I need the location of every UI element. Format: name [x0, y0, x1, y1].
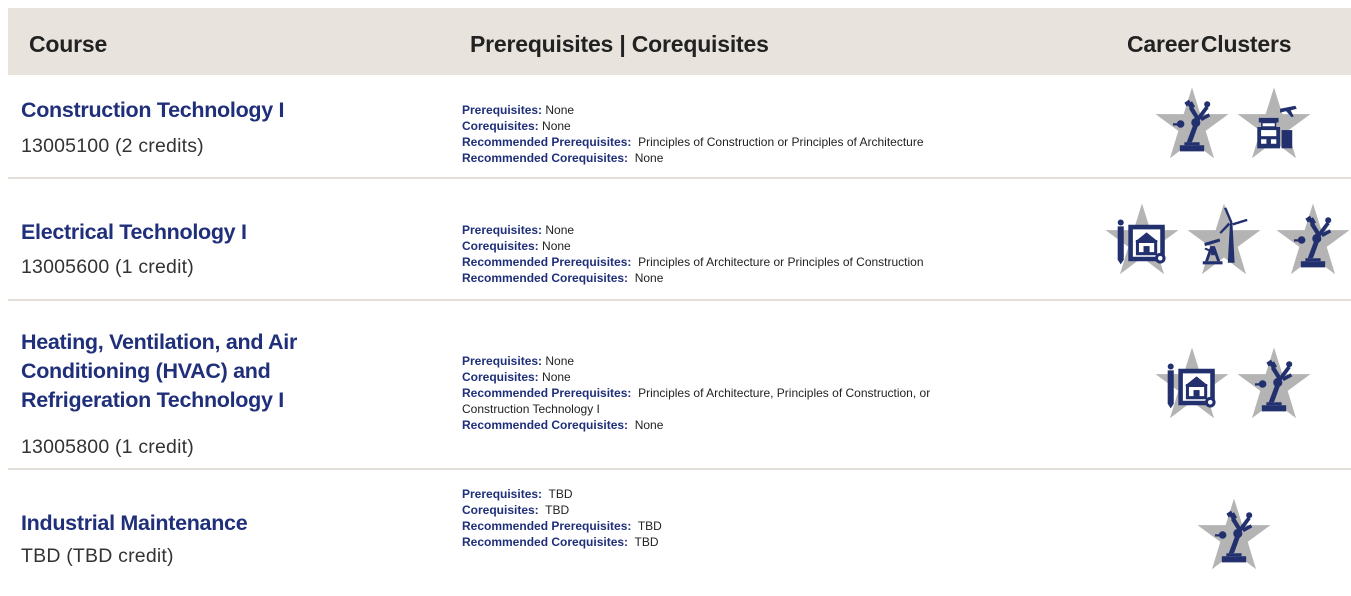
energy-icon	[1186, 202, 1262, 278]
course-title: Industrial Maintenance	[21, 511, 248, 535]
course-title: Construction Technology I	[21, 98, 285, 122]
manufacturing-icon	[1196, 497, 1272, 573]
course-code: TBD (TBD credit)	[21, 545, 174, 567]
transportation-icon	[1236, 86, 1312, 162]
course-code: 13005800 (1 credit)	[21, 436, 194, 458]
row-divider	[8, 177, 1351, 179]
architecture-construction-icon	[1104, 202, 1180, 278]
manufacturing-icon	[1154, 86, 1230, 162]
table-header	[8, 8, 1351, 75]
course-code: 13005100 (2 credits)	[21, 135, 204, 157]
row-divider	[8, 299, 1351, 301]
course-title: Electrical Technology I	[21, 220, 247, 244]
header-career-clusters: Career Clusters	[1127, 31, 1292, 57]
manufacturing-icon	[1236, 346, 1312, 422]
course-title: Heating, Ventilation, and Air Conditioning (HVAC) and Refrigeration Technology I	[21, 330, 298, 412]
prerequisites-block: Prerequisites: TBD Corequisites: TBD Recommended Prerequisites: TBD Recommended Corequisites: TBD	[462, 487, 662, 549]
header-course: Course	[29, 31, 108, 57]
row-divider	[8, 468, 1351, 470]
header-prerequisites: Prerequisites | Corequisites	[470, 31, 769, 57]
prerequisites-block: Prerequisites: None Corequisites: None Recommended Prerequisites: Principles of Construction or Principles of Architecture Recommended Corequisites: None	[462, 103, 924, 165]
architecture-construction-icon	[1154, 346, 1230, 422]
manufacturing-icon	[1275, 202, 1351, 278]
course-code: 13005600 (1 credit)	[21, 256, 194, 278]
prerequisites-block: Prerequisites: None Corequisites: None Recommended Prerequisites: Principles of Architecture or Principles of Construction Recommended Corequisites: None	[462, 223, 924, 285]
prerequisites-block: Prerequisites: None Corequisites: None Recommended Prerequisites: Principles of Architecture, Principles of Construction, or Construction Technology I Recommended Corequisites: None	[462, 354, 931, 432]
